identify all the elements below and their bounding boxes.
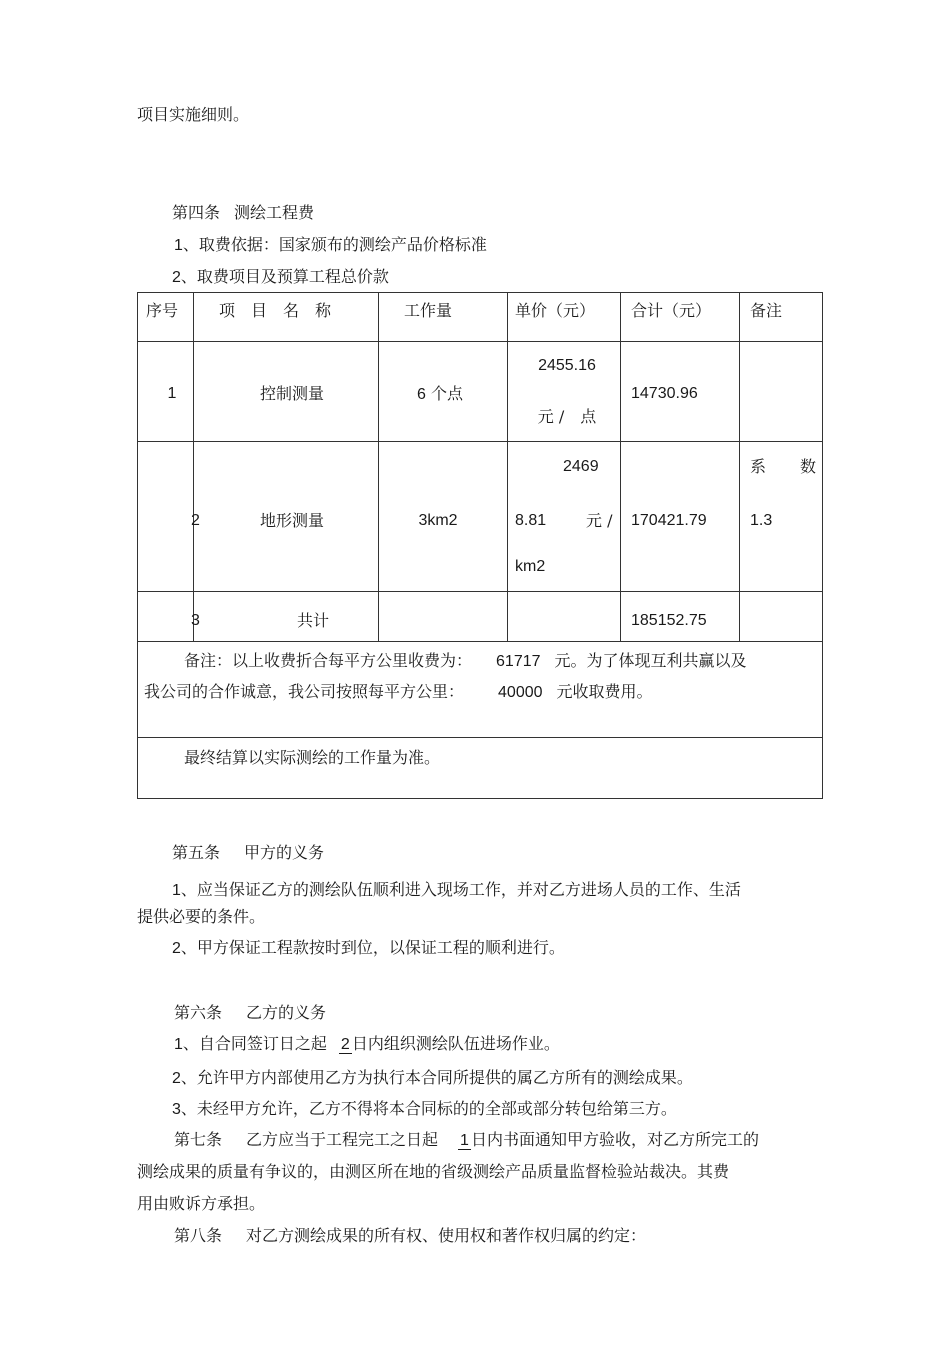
article5-item2-num: 2 (172, 940, 181, 957)
header-unit-price: 单价（元） (515, 301, 596, 320)
article6-item1-days: 2 (340, 1036, 350, 1053)
article5-item2-text: 、甲方保证工程款按时到位，以保证工程的顺利进行。 (180, 938, 565, 957)
article5-item1-num: 1 (172, 882, 181, 899)
article6-item3 (172, 1099, 677, 1120)
article8-text: 对乙方测绘成果的所有权、使用权和著作权归属的约定： (246, 1226, 647, 1245)
header-name: 项 目 名 称 (219, 301, 332, 320)
row3-name: 共计 (296, 611, 330, 630)
article7-line1 (174, 1130, 759, 1151)
table-note-value2: 40000 (498, 684, 543, 701)
row3-total: 185152.75 (631, 612, 707, 629)
article4-item2 (172, 267, 389, 288)
article6-item2-text: 、允许甲方内部使用乙方为执行本合同所提供的属乙方所有的测绘成果。 (180, 1068, 693, 1087)
article6-heading-num: 第六条 (174, 1003, 223, 1022)
table-note-line2 (144, 682, 653, 703)
article7-line3: 用由败诉方承担。 (137, 1194, 266, 1213)
article6-heading (174, 1003, 326, 1023)
article6-item1 (174, 1034, 560, 1055)
article7-days: 1 (460, 1132, 469, 1149)
article7-post: 日内书面通知甲方验收，对乙方所完工的 (470, 1130, 759, 1149)
article5-heading (172, 843, 324, 863)
article6-item3-num: 3 (172, 1101, 181, 1118)
article5-heading-title: 甲方的义务 (244, 843, 325, 862)
row1-unit-price-value: 2455.16 (538, 357, 596, 374)
article6-item2-num: 2 (172, 1070, 181, 1087)
row1-name: 控制测量 (259, 384, 325, 403)
table-note-line1 (184, 651, 747, 672)
row1-no: 1 (167, 385, 177, 402)
article5-item2 (172, 938, 565, 959)
article5-item1-line1: 、应当保证乙方的测绘队伍顺利进入现场工作，并对乙方进场人员的工作、生活 (180, 880, 741, 899)
table-col-divider (620, 293, 621, 641)
article4-item1 (174, 235, 487, 256)
article4-heading-title: 测绘工程费 (234, 203, 315, 222)
fee-table (137, 292, 823, 799)
article4-item1-num: 1 (174, 237, 183, 254)
table-note-part1: 备注：以上收费折合每平方公里收费为： (184, 651, 473, 670)
article6-heading-title: 乙方的义务 (246, 1003, 327, 1022)
table-col-divider (739, 293, 740, 641)
row2-unit-price-line2: 8.81 (515, 512, 547, 529)
article4-item1-text: 、取费依据：国家颁布的测绘产品价格标准 (182, 235, 487, 254)
article5-item1 (172, 880, 741, 901)
article4-heading (172, 203, 314, 223)
row2-remark-a: 系 (750, 457, 767, 476)
article6-item3-text: 、未经甲方允许，乙方不得将本合同标的的全部或部分转包给第三方。 (180, 1099, 677, 1118)
article5-item1-cont: 提供必要的条件。 (137, 907, 266, 926)
article4-item2-num: 2 (172, 269, 181, 286)
row2-no: 2 (191, 512, 200, 529)
row2-unit-price-line3: km2 (515, 558, 546, 575)
table-row-divider (138, 441, 822, 442)
row2-total: 170421.79 (631, 512, 707, 529)
header-no: 序号 (146, 301, 179, 320)
table-col-divider (378, 293, 379, 641)
table-row-divider (138, 641, 822, 642)
row1-total: 14730.96 (631, 385, 698, 402)
table-note-part2: 元。为了体现互利共赢以及 (554, 651, 747, 670)
article4-item2-text: 、取费项目及预算工程总价款 (180, 267, 389, 286)
article4-heading-num: 第四条 (172, 203, 221, 222)
row2-remark-c: 1.3 (750, 512, 773, 529)
table-row-divider (138, 341, 822, 342)
row2-quantity: 3km2 (418, 512, 458, 529)
table-row-divider (138, 737, 822, 738)
intro-tail: 项目实施细则。 (137, 105, 250, 124)
row2-remark-b: 数 (800, 457, 817, 476)
row2-name: 地形测量 (259, 511, 325, 530)
table-note-value1: 61717 (496, 653, 541, 670)
header-total: 合计（元） (631, 301, 712, 320)
row3-no: 3 (191, 612, 200, 629)
row1-quantity (417, 384, 463, 405)
article6-item1-num: 1 (174, 1036, 183, 1053)
article7-line2: 测绘成果的质量有争议的，由测区所在地的省级测绘产品质量监督检验站裁决。其费 (137, 1162, 730, 1181)
article7-pre: 乙方应当于工程完工之日起 (246, 1130, 439, 1149)
row2-unit-price-unit: 元 / (586, 511, 613, 530)
table-final-note: 最终结算以实际测绘的工作量为准。 (184, 748, 441, 767)
table-note-part3: 我公司的合作诚意，我公司按照每平方公里： (144, 682, 465, 701)
article5-heading-num: 第五条 (172, 843, 221, 862)
article8-heading-num: 第八条 (174, 1226, 223, 1245)
table-row-divider (138, 591, 822, 592)
article7-heading-num: 第七条 (174, 1130, 223, 1149)
article8-line (174, 1226, 646, 1246)
header-remark: 备注 (750, 301, 783, 320)
article6-item1-post: 日内组织测绘队伍进场作业。 (351, 1034, 560, 1053)
row1-unit-price-unit: 元 / 点 (537, 407, 597, 426)
article6-item1-pre: 、自合同签订日之起 (182, 1034, 327, 1053)
table-col-divider (507, 293, 508, 641)
header-quantity: 工作量 (404, 301, 453, 320)
row2-unit-price-line1: 2469 (563, 458, 599, 475)
table-col-divider (193, 293, 194, 641)
table-note-part4: 元收取费用。 (556, 682, 653, 701)
article6-item2 (172, 1068, 693, 1089)
row1-quantity-unit: 个点 (425, 384, 463, 403)
row1-quantity-num: 6 (417, 386, 426, 403)
